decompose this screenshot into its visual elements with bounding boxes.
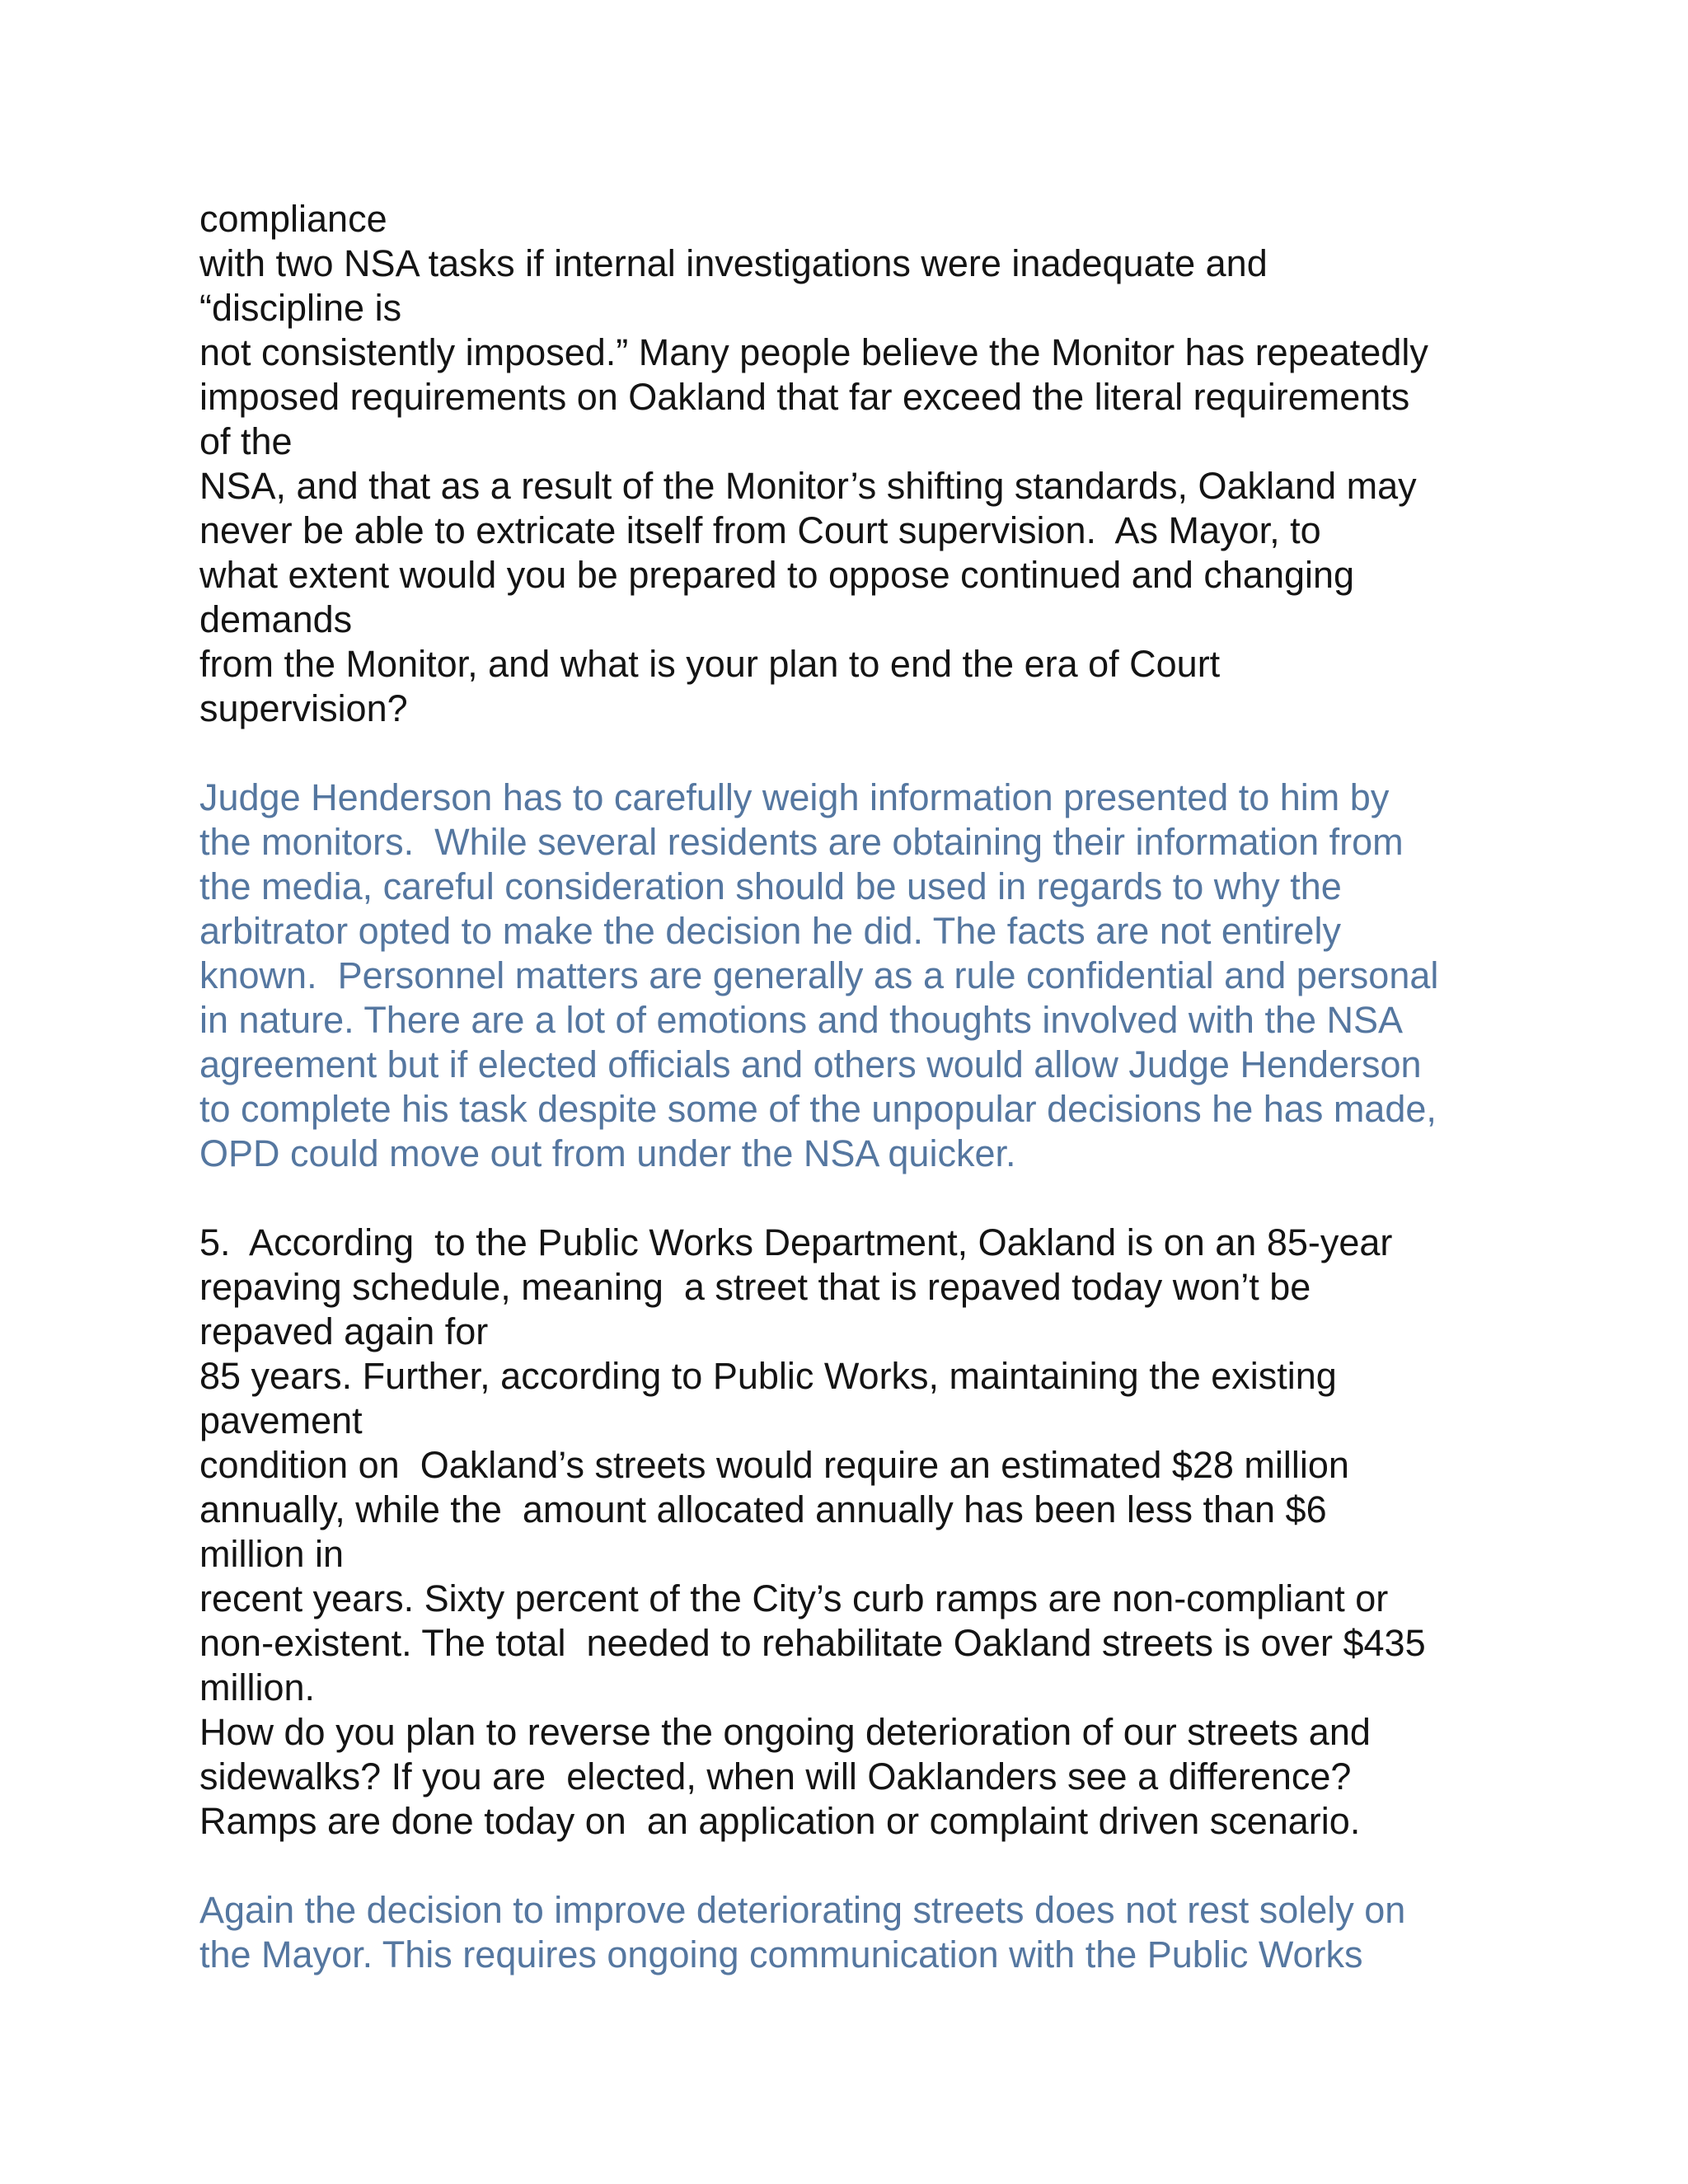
text-line: demands: [199, 598, 353, 640]
text-line: annually, while the amount allocated annually has been less than $6: [199, 1488, 1327, 1530]
text-line: never be able to extricate itself from Court supervision. As Mayor, to: [199, 509, 1321, 551]
text-line: not consistently imposed.” Many people believe the Monitor has repeatedly: [199, 331, 1428, 373]
text-line: imposed requirements on Oakland that far exceed the literal requirements: [199, 376, 1410, 418]
answer-line: Again the decision to improve deteriorating streets does not rest solely on: [199, 1889, 1406, 1931]
text-line: pavement: [199, 1399, 363, 1441]
text-line: million.: [199, 1666, 316, 1708]
text-line: NSA, and that as a result of the Monitor’s shifting standards, Oakland may: [199, 465, 1417, 507]
text-line: supervision?: [199, 687, 408, 729]
text-line: recent years. Sixty percent of the City’s curb ramps are non-compliant or: [199, 1577, 1389, 1619]
text-line: condition on Oakland’s streets would require an estimated $28 million: [199, 1444, 1349, 1486]
answer-line: agreement but if elected officials and others would allow Judge Henderson: [199, 1043, 1422, 1085]
text-line: what extent would you be prepared to oppose continued and changing: [199, 554, 1355, 596]
text-line: million in: [199, 1533, 345, 1575]
text-line: Ramps are done today on an application or complaint driven scenario.: [199, 1800, 1361, 1842]
text-line: 85 years. Further, according to Public Works, maintaining the existing: [199, 1355, 1337, 1397]
text-line: non-existent. The total needed to rehabilitate Oakland streets is over $435: [199, 1622, 1426, 1664]
text-line: 5. According to the Public Works Department, Oakland is on an 85-year: [199, 1221, 1393, 1263]
text-line: How do you plan to reverse the ongoing deterioration of our streets and: [199, 1711, 1371, 1753]
answer-line: OPD could move out from under the NSA quicker.: [199, 1132, 1016, 1174]
text-line: of the: [199, 420, 293, 462]
text-line: with two NSA tasks if internal investigations were inadequate and: [199, 242, 1268, 284]
text-line: from the Monitor, and what is your plan to end the era of Court: [199, 643, 1221, 685]
text-line: repaved again for: [199, 1310, 489, 1352]
answer-line: the monitors. While several residents are obtaining their information from: [199, 821, 1404, 863]
text-line: “discipline is: [199, 287, 402, 329]
text-line: sidewalks? If you are elected, when will Oaklanders see a difference?: [199, 1755, 1352, 1797]
answer-line: the media, careful consideration should be used in regards to why the: [199, 865, 1342, 907]
answer-line: known. Personnel matters are generally as a rule confidential and personal: [199, 954, 1439, 996]
text-line: compliance: [199, 198, 387, 240]
text-line: repaving schedule, meaning a street that is repaved today won’t be: [199, 1266, 1311, 1308]
answer-line: in nature. There are a lot of emotions and thoughts involved with the NSA: [199, 999, 1404, 1041]
answer-line: arbitrator opted to make the decision he did. The facts are not entirely: [199, 910, 1341, 952]
answer-line: to complete his task despite some of the unpopular decisions he has made,: [199, 1088, 1437, 1130]
answer-line: the Mayor. This requires ongoing communication with the Public Works: [199, 1933, 1363, 1975]
answer-line: Judge Henderson has to carefully weigh information presented to him by: [199, 776, 1390, 818]
